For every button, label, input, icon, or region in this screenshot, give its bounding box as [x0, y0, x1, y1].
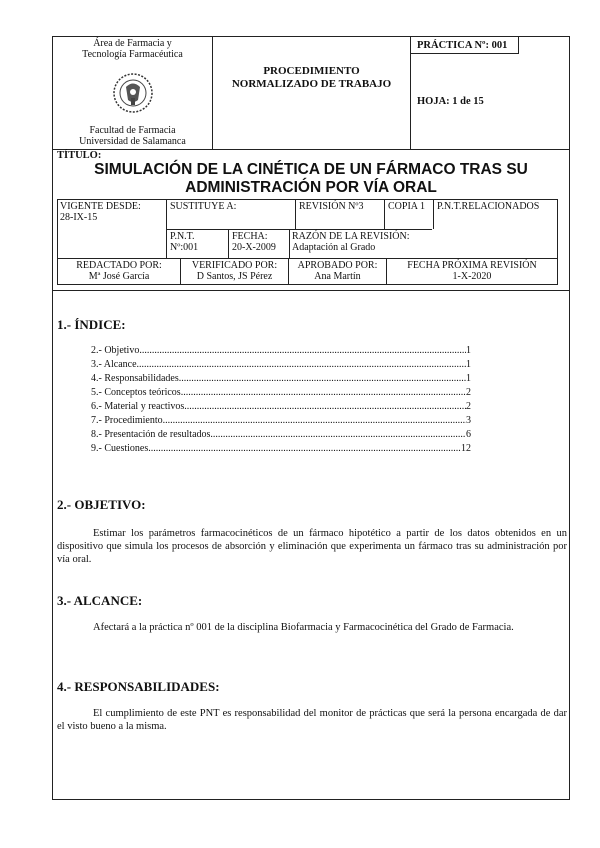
scope-heading: 3.- ALCANCE:: [57, 593, 143, 608]
document-title: [53, 161, 569, 197]
toc-page: 2: [466, 401, 471, 412]
title-line1: SIMULACIÓN DE LA CINÉTICA DE UN FÁRMACO TRAS SU: [94, 161, 528, 178]
razon-label: RAZÓN DE LA REVISIÓN:: [292, 231, 410, 242]
toc-item[interactable]: [91, 345, 471, 356]
frame-right: [569, 36, 570, 800]
toc-page: 6: [466, 429, 471, 440]
title-line2: ADMINISTRACIÓN POR VÍA ORAL: [185, 179, 437, 196]
toc-page: 1: [466, 359, 471, 370]
frame-bottom: [52, 799, 570, 800]
toc-item[interactable]: [91, 401, 471, 412]
toc-item[interactable]: [91, 415, 471, 426]
revision-number: REVISIÓN Nº3: [299, 201, 364, 212]
toc-page: 12: [461, 443, 471, 454]
toc-label: 2.- Objetivo: [91, 345, 140, 356]
index-heading: 1.- ÍNDICE:: [57, 317, 126, 332]
verificado-label: VERIFICADO POR:: [191, 260, 278, 271]
related-pnt: P.N.T.RELACIONADOS: [437, 201, 540, 212]
scope-text: Afectará a la práctica nº 001 de la disciplina Biofarmacia y Farmacocinética del Grado de Farmacia.: [93, 622, 514, 633]
university-seal-logo: [112, 70, 154, 116]
toc-label: 7.- Procedimiento.: [91, 415, 166, 426]
faculty-line1: Facultad de Farmacia: [89, 125, 176, 136]
toc-page: 1: [466, 345, 471, 356]
toc-item[interactable]: [91, 443, 471, 454]
org-line2: Tecnología Farmacéutica: [82, 49, 183, 60]
redactado-cell: [58, 260, 180, 282]
org-name: [53, 38, 212, 60]
pnt-cell: [170, 231, 198, 253]
procedure-title: [213, 65, 410, 91]
faculty-name: [53, 125, 212, 147]
proc-line2: NORMALIZADO DE TRABAJO: [231, 78, 392, 90]
verificado-cell: [181, 260, 288, 282]
frame-top: [52, 36, 570, 37]
responsibilities-text: El cumplimiento de este PNT es responsabilidad del monitor de prácticas que será la persona encargada de dar el visto bueno a la misma.: [57, 708, 567, 732]
redactado-value: Mª José García: [88, 271, 150, 282]
objective-heading: 2.- OBJETIVO:: [57, 497, 146, 512]
razon-cell: [292, 231, 410, 253]
sustituye-label: SUSTITUYE A:: [170, 201, 237, 212]
toc-label: 9.- Cuestiones.: [91, 443, 151, 454]
aprobado-label: APROBADO POR:: [297, 260, 378, 271]
toc-label: 8.- Presentación de resultados.: [91, 429, 213, 440]
vigente-cell: [60, 201, 141, 223]
fecha-value: 20-X-2009: [232, 242, 276, 253]
toc-label: 4.- Responsabilidades.: [91, 373, 182, 384]
toc-item[interactable]: [91, 359, 471, 370]
proxima-value: 1-X-2020: [452, 271, 492, 282]
toc-label: 5.- Conceptos teóricos.: [91, 387, 184, 398]
pnt-value: Nº:001: [170, 242, 199, 253]
proxima-cell: [387, 260, 557, 282]
fecha-cell: [232, 231, 276, 253]
aprobado-cell: [289, 260, 386, 282]
toc-page: 1: [466, 373, 471, 384]
vigente-value: 28-IX-15: [60, 212, 98, 223]
razon-value: Adaptación al Grado: [292, 242, 376, 253]
toc-page: 2: [466, 387, 471, 398]
pnt-label: P.N.T.: [170, 231, 195, 242]
toc-item[interactable]: [91, 387, 471, 398]
frame-left: [52, 36, 53, 800]
aprobado-value: Ana Martín: [314, 271, 361, 282]
verificado-value: D Santos, JS Pérez: [196, 271, 273, 282]
proc-line1: PROCEDIMIENTO: [263, 65, 360, 77]
toc-page: 3: [466, 415, 471, 426]
vigente-label: VIGENTE DESDE:: [60, 201, 141, 212]
proxima-label: FECHA PRÓXIMA REVISIÓN: [407, 260, 537, 271]
practice-number: PRÁCTICA Nº: 001: [417, 40, 508, 51]
copy-number: COPIA 1: [388, 201, 425, 212]
org-line1: Área de Farmacia y: [93, 38, 172, 49]
toc-label: 3.- Alcance: [91, 359, 137, 370]
responsibilities-heading: 4.- RESPONSABILIDADES:: [57, 679, 220, 694]
faculty-line2: Universidad de Salamanca: [79, 136, 186, 147]
title-label: TÍTULO:: [57, 150, 102, 161]
fecha-label: FECHA:: [232, 231, 268, 242]
toc-item[interactable]: [91, 373, 471, 384]
toc-label: 6.- Material y reactivos.: [91, 401, 187, 412]
page-count: HOJA: 1 de 15: [417, 96, 484, 107]
redactado-label: REDACTADO POR:: [76, 260, 162, 271]
objective-text: Estimar los parámetros farmacocinéticos de un fármaco hipotético a partir de los datos obtenidos en un dispositivo que simula los procesos de absorción y eliminación que experimenta un fármaco tras su administración por vía oral.: [57, 528, 567, 565]
toc-item[interactable]: [91, 429, 471, 440]
